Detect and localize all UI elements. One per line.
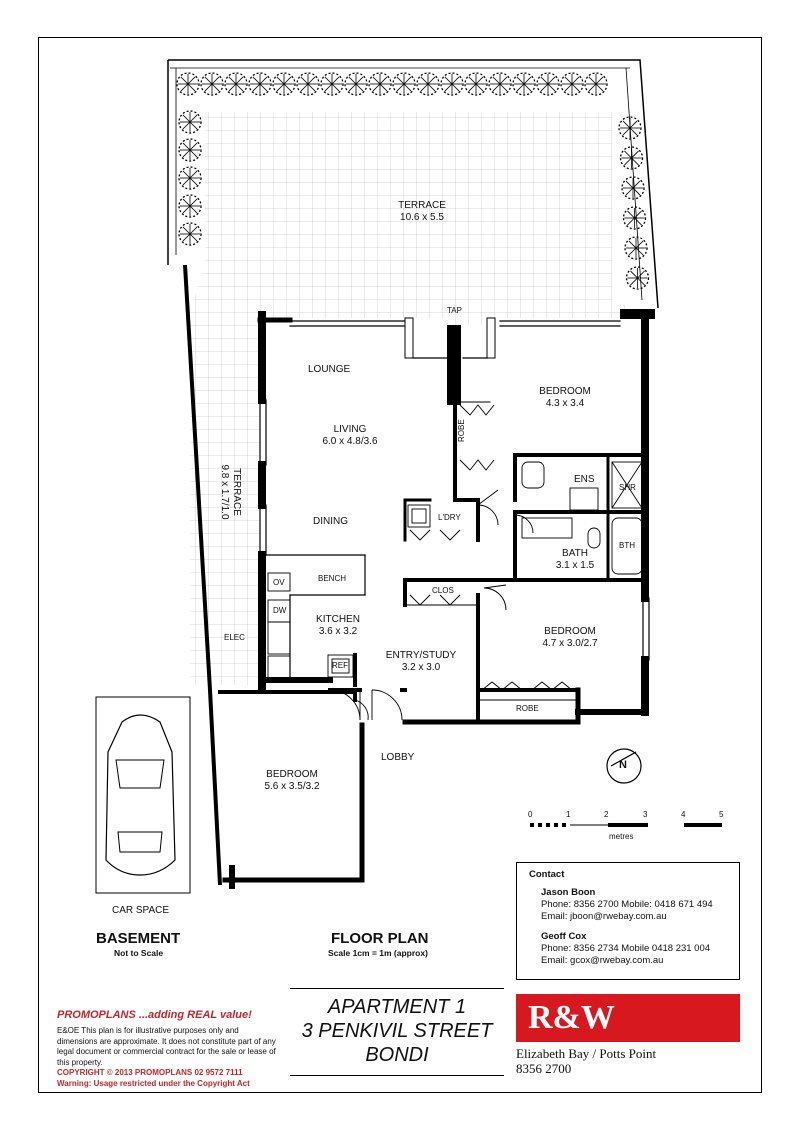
shrub-icon xyxy=(179,167,201,189)
shrub-icon xyxy=(417,73,439,95)
car-space-label: CAR SPACE xyxy=(112,905,170,916)
oven-label: OV xyxy=(273,578,285,587)
shrub-icon xyxy=(513,73,535,95)
shrub-icon xyxy=(625,237,647,259)
shrub-icon xyxy=(179,139,201,161)
disclaimer-text: E&OE This plan is for illustrative purposes only and dimensions are approximate. It does not constitute part of any legal document or commercial contract for the sale or lease of this property. xyxy=(57,1026,276,1067)
room-label-entry-study: ENTRY/STUDY 3.2 x 3.0 xyxy=(385,650,457,673)
shrub-icon xyxy=(624,207,646,229)
car-space xyxy=(96,697,190,893)
closet-label: CLOS xyxy=(432,586,454,595)
bench-label: BENCH xyxy=(318,574,347,583)
shrub-icon xyxy=(537,73,559,95)
contact-email[interactable]: Email: gcox@rwebay.com.au xyxy=(541,955,664,966)
laundry-label: L'DRY xyxy=(438,513,461,522)
address-line-2: 3 PENKIVIL STREET xyxy=(301,1020,493,1042)
room-label-side-terrace: TERRACE 9.8 x 1.7/1.0 xyxy=(219,464,242,520)
scale-tick-5: 5 xyxy=(719,810,724,819)
room-label-bedroom-3: BEDROOM 5.6 x 3.5/3.2 xyxy=(264,769,320,792)
copyright-text: COPYRIGHT © 2013 PROMOPLANS 02 9572 7111 xyxy=(57,1068,243,1077)
shrub-icon xyxy=(465,73,487,95)
promoplans-block xyxy=(57,1008,281,1089)
shrub-icon xyxy=(321,73,343,95)
room-label-kitchen: KITCHEN 3.6 x 3.2 xyxy=(316,614,360,637)
room-label-bedroom-1: BEDROOM 4.3 x 3.4 xyxy=(539,386,591,409)
address-line-1: APARTMENT 1 xyxy=(327,996,467,1018)
tap-label: TAP xyxy=(447,306,462,315)
shrub-icon xyxy=(201,73,223,95)
room-label-dining: DINING xyxy=(313,516,348,527)
agency-office-name: Elizabeth Bay / Potts Point xyxy=(516,1046,657,1061)
shrub-icon xyxy=(177,73,199,95)
room-label-terrace: TERRACE 10.6 x 5.5 xyxy=(398,200,446,223)
shrub-icon xyxy=(441,73,463,95)
room-label-ensuite: ENS xyxy=(574,474,595,485)
promoplans-tagline: PROMOPLANS ...adding REAL value! xyxy=(57,1009,252,1021)
contact-box xyxy=(516,862,740,980)
shrub-icon xyxy=(585,73,607,95)
shrub-icon xyxy=(273,73,295,95)
compass-letter: N xyxy=(619,759,627,771)
robe-label-2: ROBE xyxy=(516,704,539,713)
floor-plan-scale: Scale 1cm = 1m (approx) xyxy=(328,948,428,958)
scale-tick-3: 3 xyxy=(643,810,648,819)
agency-office xyxy=(516,1046,656,1076)
scale-tick-1: 1 xyxy=(566,810,571,819)
address-line-3: BONDI xyxy=(365,1044,429,1066)
room-label-living: LIVING 6.0 x 4.8/3.6 xyxy=(322,424,378,447)
contact-phone: Phone: 8356 2734 Mobile 0418 231 004 xyxy=(541,943,711,954)
dishwasher-label: DW xyxy=(273,606,287,615)
bathtub-label: BTH xyxy=(619,541,635,550)
elec-label: ELEC xyxy=(224,633,245,642)
shrub-icon xyxy=(627,267,649,289)
scale-tick-2: 2 xyxy=(604,810,609,819)
agency-phone: 8356 2700 xyxy=(516,1061,572,1076)
shrub-icon xyxy=(249,73,271,95)
shrub-icon xyxy=(179,195,201,217)
lobby-label: LOBBY xyxy=(381,752,415,763)
robe-label: ROBE xyxy=(457,419,466,442)
basement-title: BASEMENT xyxy=(96,930,181,947)
contact-email[interactable]: Email: jboon@rwebay.com.au xyxy=(541,911,667,922)
contact-heading: Contact xyxy=(529,869,565,880)
room-label-bedroom-2: BEDROOM 4.7 x 3.0/2.7 xyxy=(542,626,598,649)
contact-phone: Phone: 8356 2700 Mobile: 0418 671 494 xyxy=(541,899,713,910)
floor-plan-title: FLOOR PLAN xyxy=(331,930,429,947)
shrub-icon xyxy=(393,73,415,95)
contact-name: Geoff Cox xyxy=(541,931,587,942)
shrub-icon xyxy=(489,73,511,95)
shrub-icon xyxy=(225,73,247,95)
shrub-icon xyxy=(369,73,391,95)
shrub-icon xyxy=(345,73,367,95)
shrub-icon xyxy=(179,111,201,133)
shrub-icon xyxy=(622,177,644,199)
scale-tick-4: 4 xyxy=(681,810,686,819)
shrub-icon xyxy=(297,73,319,95)
fridge-label: REF xyxy=(332,661,348,670)
room-label-bath: BATH 3.1 x 1.5 xyxy=(555,548,595,571)
basement-note: Not to Scale xyxy=(114,948,164,958)
scale-tick-0: 0 xyxy=(528,810,533,819)
shower-label: SHR xyxy=(619,483,636,492)
property-address xyxy=(290,988,504,1076)
contact-name: Jason Boon xyxy=(541,887,596,898)
agency-logo: R&W xyxy=(516,994,740,1042)
shrub-icon xyxy=(561,73,583,95)
copyright-warning: Warning: Usage restricted under the Copyright Act xyxy=(57,1078,250,1088)
scale-unit: metres xyxy=(609,832,634,841)
room-label-lounge: LOUNGE xyxy=(308,364,351,375)
shrub-icon xyxy=(179,223,201,245)
